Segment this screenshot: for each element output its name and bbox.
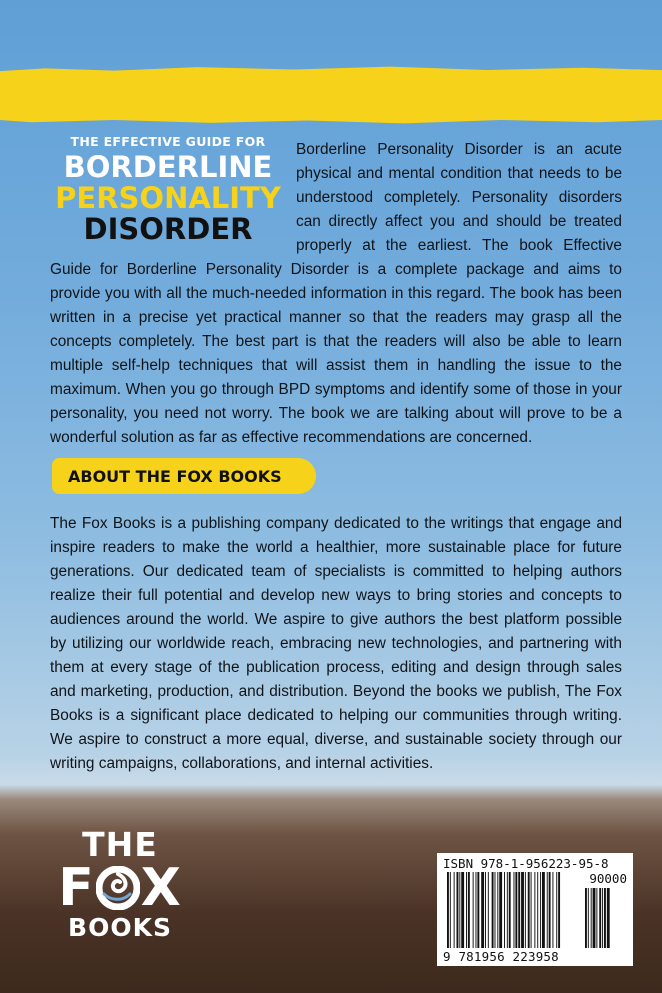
logo-fox-x: X — [140, 858, 182, 918]
book-description-text: Borderline Personality Disorder is an acute physical and mental condition that needs to be understood completely. Personality disorders can directly affect you and should be treated properly at the earliest. The book Effective Guide for Borderline Personality Disorder is a complete package and aims to provide you with all the much-needed information in this regard. The book has been written in a precise yet practical manner so that the readers may grasp all the concepts completely. The best part is that the readers will also be able to learn multiple self-help techniques that will assist them in handling the issue to the maximum. When you go through BPD symptoms and identify some of those in your personality, you need not worry. The book we are talking about will prove to be a wonderful solution as far as effective recommendations are concerned. — [50, 141, 622, 446]
price-code: 90000 — [589, 871, 627, 886]
about-heading: ABOUT THE FOX BOOKS — [68, 466, 282, 486]
ean-digits: 9 781956 223958 — [443, 949, 559, 964]
about-heading-pill — [52, 458, 316, 494]
isbn-barcode — [437, 853, 633, 966]
book-description — [50, 138, 622, 450]
title-line-disorder: DISORDER — [83, 212, 253, 246]
logo-the: THE — [82, 825, 158, 864]
title-line-borderline: BORDERLINE — [63, 150, 273, 184]
publisher-logo — [50, 825, 190, 942]
logo-fox — [50, 858, 190, 918]
yellow-brush-stripe — [0, 66, 662, 124]
fox-o-swirl-icon — [96, 866, 140, 910]
about-body: The Fox Books is a publishing company dedicated to the writings that engage and inspire readers to make the world a healthier, more sustainable place for future generations. Our dedicated team of specialists is committed to helping authors realize their full potential and develop new ways to bring stories and concepts to audiences around the world. We aspire to give authors the best platform possible by utilizing our worldwide reach, embracing new technologies, and partnering with them at every stage of the publication process, editing and design through sales and marketing, production, and distribution. Beyond the books we publish, The Fox Books is a significant place dedicated to helping our communities through writing. We aspire to construct a more equal, diverse, and sustainable society through our writing campaigns, collaborations, and internal activities. — [50, 515, 622, 772]
logo-fox-f: F — [58, 858, 95, 918]
logo-books: BOOKS — [68, 913, 172, 942]
title-line-personality: PERSONALITY — [55, 181, 281, 215]
isbn-number: ISBN 978-1-956223-95-8 — [443, 856, 609, 871]
title-subtitle: THE EFFECTIVE GUIDE FOR — [70, 134, 266, 149]
barcode-bars-area — [443, 872, 627, 950]
